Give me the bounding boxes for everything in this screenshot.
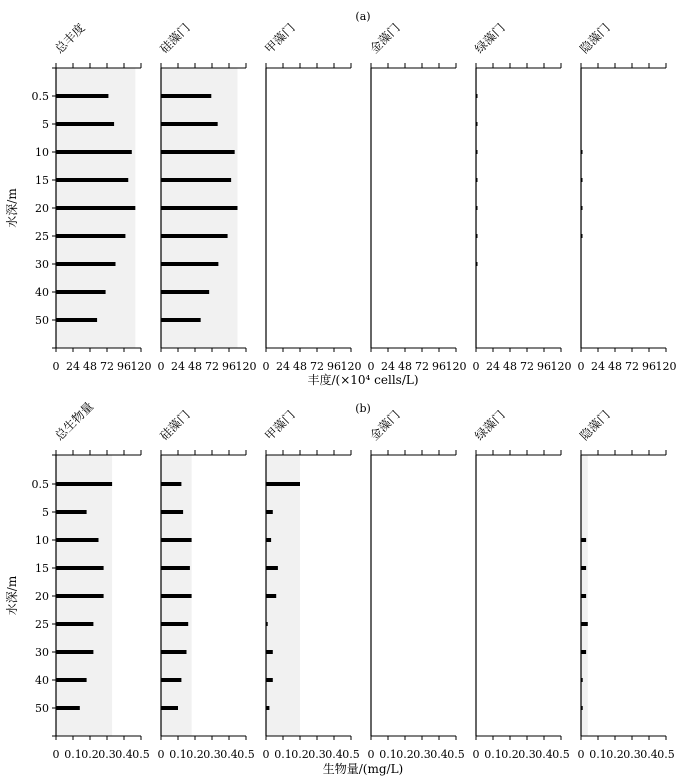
- bar: [161, 622, 188, 626]
- bar: [266, 706, 269, 710]
- bar: [581, 678, 583, 682]
- bar: [581, 622, 588, 626]
- bar: [266, 566, 278, 570]
- bar: [56, 650, 93, 654]
- x-tick-label: 48: [503, 360, 517, 373]
- bar: [581, 150, 583, 154]
- x-tick-label: 72: [100, 360, 114, 373]
- x-tick-label: 0.1: [589, 748, 607, 761]
- x-tick-label: 48: [608, 360, 622, 373]
- x-tick-label: 0.2: [291, 748, 309, 761]
- x-tick-label: 72: [205, 360, 219, 373]
- x-tick-label: 0.5: [657, 748, 675, 761]
- bar: [161, 178, 231, 182]
- depth-tick-label: 25: [35, 618, 49, 631]
- bar: [56, 122, 114, 126]
- y-axis-title: 水深/m: [5, 575, 19, 616]
- depth-tick-label: 5: [42, 118, 49, 131]
- depth-tick-label: 10: [35, 534, 49, 547]
- x-tick-label: 96: [642, 360, 656, 373]
- x-tick-label: 48: [293, 360, 307, 373]
- bar: [581, 206, 583, 210]
- x-axis-title: 生物量/(mg/L): [322, 762, 404, 776]
- x-tick-label: 0.3: [623, 748, 641, 761]
- bar: [56, 566, 104, 570]
- x-tick-label: 0.3: [98, 748, 116, 761]
- x-tick-label: 0: [157, 748, 165, 761]
- bar: [56, 94, 108, 98]
- x-tick-label: 0: [367, 360, 375, 373]
- x-tick-label: 0.4: [220, 748, 238, 761]
- depth-tick-label: 10: [35, 146, 49, 159]
- bar: [581, 566, 586, 570]
- x-tick-label: 0.4: [325, 748, 343, 761]
- panel-title: 甲藻门: [262, 407, 298, 444]
- x-tick-label: 0: [367, 748, 375, 761]
- bar: [476, 122, 478, 126]
- x-tick-label: 72: [520, 360, 534, 373]
- bar: [476, 262, 478, 266]
- panel-2: [262, 20, 362, 373]
- panel-0: [32, 399, 150, 761]
- depth-tick-label: 30: [35, 258, 49, 271]
- x-tick-label: 0.1: [379, 748, 397, 761]
- depth-tick-label: 50: [35, 314, 49, 327]
- x-tick-label: 0.2: [396, 748, 414, 761]
- bar: [56, 706, 80, 710]
- bar: [161, 482, 181, 486]
- x-tick-label: 120: [340, 360, 362, 373]
- x-tick-label: 0.2: [606, 748, 624, 761]
- panel-title: 硅藻门: [157, 407, 193, 444]
- bar: [56, 482, 112, 486]
- bar: [476, 94, 478, 98]
- x-tick-label: 96: [537, 360, 551, 373]
- x-axis-title: 丰度/(×10⁴ cells/L): [307, 373, 419, 387]
- x-tick-label: 0.4: [640, 748, 658, 761]
- panel-title: 总生物量: [52, 399, 97, 444]
- depth-tick-label: 40: [35, 286, 49, 299]
- x-tick-label: 0.5: [552, 748, 570, 761]
- bar: [56, 594, 104, 598]
- bar: [161, 122, 218, 126]
- x-tick-label: 0: [472, 748, 480, 761]
- bar: [161, 262, 218, 266]
- bar: [56, 318, 97, 322]
- x-tick-label: 0: [472, 360, 480, 373]
- bar: [161, 150, 235, 154]
- bar: [161, 706, 178, 710]
- bar: [581, 650, 586, 654]
- bar: [161, 538, 192, 542]
- x-tick-label: 96: [432, 360, 446, 373]
- depth-tick-label: 40: [35, 674, 49, 687]
- depth-tick-label: 20: [35, 202, 49, 215]
- depth-tick-label: 30: [35, 646, 49, 659]
- x-tick-label: 0.2: [501, 748, 519, 761]
- bar: [56, 678, 87, 682]
- x-tick-label: 48: [188, 360, 202, 373]
- x-tick-label: 72: [415, 360, 429, 373]
- chart-subtitle: (a): [355, 10, 371, 23]
- bar: [476, 206, 478, 210]
- x-tick-label: 0.2: [186, 748, 204, 761]
- bar: [161, 594, 192, 598]
- depth-tick-label: 15: [35, 562, 49, 575]
- panel-title: 甲藻门: [262, 20, 298, 57]
- bar: [56, 262, 116, 266]
- bar: [266, 482, 300, 486]
- x-tick-label: 48: [83, 360, 97, 373]
- panel-4: [472, 407, 570, 761]
- bar: [161, 318, 201, 322]
- bar: [476, 178, 478, 182]
- x-tick-label: 0: [262, 748, 270, 761]
- bar: [581, 706, 583, 710]
- chart-subtitle: (b): [355, 402, 371, 415]
- x-tick-label: 24: [276, 360, 290, 373]
- bar: [161, 566, 190, 570]
- x-tick-label: 24: [66, 360, 80, 373]
- x-tick-label: 24: [171, 360, 185, 373]
- bar: [476, 150, 478, 154]
- x-tick-label: 96: [222, 360, 236, 373]
- x-tick-label: 0: [157, 360, 165, 373]
- x-tick-label: 120: [445, 360, 467, 373]
- x-tick-label: 24: [486, 360, 500, 373]
- bar: [161, 290, 209, 294]
- panel-2: [262, 407, 360, 761]
- chart-a: [4, 10, 677, 387]
- x-tick-label: 0.1: [484, 748, 502, 761]
- bar: [161, 678, 181, 682]
- depth-tick-label: 20: [35, 590, 49, 603]
- panel-title: 绿藻门: [472, 20, 508, 57]
- x-tick-label: 120: [655, 360, 677, 373]
- panel-title: 金藻门: [367, 20, 403, 57]
- bar: [56, 510, 87, 514]
- bar: [161, 94, 211, 98]
- x-tick-label: 0.5: [237, 748, 255, 761]
- panel-3: [367, 407, 465, 761]
- x-tick-label: 0.2: [81, 748, 99, 761]
- panel-title: 硅藻门: [157, 20, 193, 57]
- bar: [581, 594, 586, 598]
- bar: [581, 178, 583, 182]
- bar: [161, 234, 228, 238]
- x-tick-label: 48: [398, 360, 412, 373]
- x-tick-label: 0: [52, 748, 60, 761]
- bar: [56, 178, 128, 182]
- bar: [56, 150, 132, 154]
- panel-1: [157, 407, 255, 761]
- bar: [266, 510, 273, 514]
- bar: [266, 594, 276, 598]
- x-tick-label: 0.3: [518, 748, 536, 761]
- bar: [266, 538, 271, 542]
- depth-tick-label: 0.5: [31, 478, 49, 491]
- x-tick-label: 0.4: [115, 748, 133, 761]
- depth-tick-label: 5: [42, 506, 49, 519]
- depth-tick-label: 25: [35, 230, 49, 243]
- bar: [266, 622, 268, 626]
- panel-3: [367, 20, 467, 373]
- x-tick-label: 24: [591, 360, 605, 373]
- panel-title: 总丰度: [52, 20, 88, 57]
- bar: [581, 234, 583, 238]
- x-tick-label: 0.3: [308, 748, 326, 761]
- panel-5: [577, 407, 675, 761]
- x-tick-label: 0.5: [447, 748, 465, 761]
- x-tick-label: 96: [117, 360, 131, 373]
- depth-tick-label: 50: [35, 702, 49, 715]
- depth-tick-label: 0.5: [31, 90, 49, 103]
- x-tick-label: 120: [550, 360, 572, 373]
- x-tick-label: 0: [577, 360, 585, 373]
- x-tick-label: 0.1: [169, 748, 187, 761]
- bar: [161, 206, 238, 210]
- bar: [56, 290, 106, 294]
- panel-5: [577, 20, 677, 373]
- bar: [581, 538, 586, 542]
- bar: [161, 650, 187, 654]
- x-tick-label: 0.1: [64, 748, 82, 761]
- panel-1: [157, 20, 257, 373]
- panel-0: [32, 20, 152, 373]
- bar: [56, 234, 125, 238]
- x-tick-label: 0.3: [413, 748, 431, 761]
- y-axis-title: 水深/m: [5, 188, 19, 228]
- panel-title: 隐藻门: [577, 407, 613, 444]
- panel-title: 绿藻门: [472, 407, 508, 444]
- x-tick-label: 0.5: [132, 748, 150, 761]
- depth-tick-label: 15: [35, 174, 49, 187]
- panel-4: [472, 20, 572, 373]
- x-tick-label: 24: [381, 360, 395, 373]
- panel-title: 隐藻门: [577, 20, 613, 57]
- bar: [161, 510, 183, 514]
- x-tick-label: 0: [577, 748, 585, 761]
- x-tick-label: 0: [52, 360, 60, 373]
- chart-b: [4, 399, 675, 776]
- x-tick-label: 0.4: [430, 748, 448, 761]
- x-tick-label: 0.3: [203, 748, 221, 761]
- bar: [476, 234, 478, 238]
- x-tick-label: 0.1: [274, 748, 292, 761]
- bar: [266, 678, 273, 682]
- x-tick-label: 96: [327, 360, 341, 373]
- x-tick-label: 0.4: [535, 748, 553, 761]
- bar: [56, 538, 99, 542]
- bar: [266, 650, 273, 654]
- x-tick-label: 72: [625, 360, 639, 373]
- x-tick-label: 0: [262, 360, 270, 373]
- panel-title: 金藻门: [367, 407, 403, 444]
- x-tick-label: 0.5: [342, 748, 360, 761]
- x-tick-label: 120: [130, 360, 152, 373]
- bar: [56, 622, 93, 626]
- x-tick-label: 72: [310, 360, 324, 373]
- x-tick-label: 120: [235, 360, 257, 373]
- bar: [56, 206, 135, 210]
